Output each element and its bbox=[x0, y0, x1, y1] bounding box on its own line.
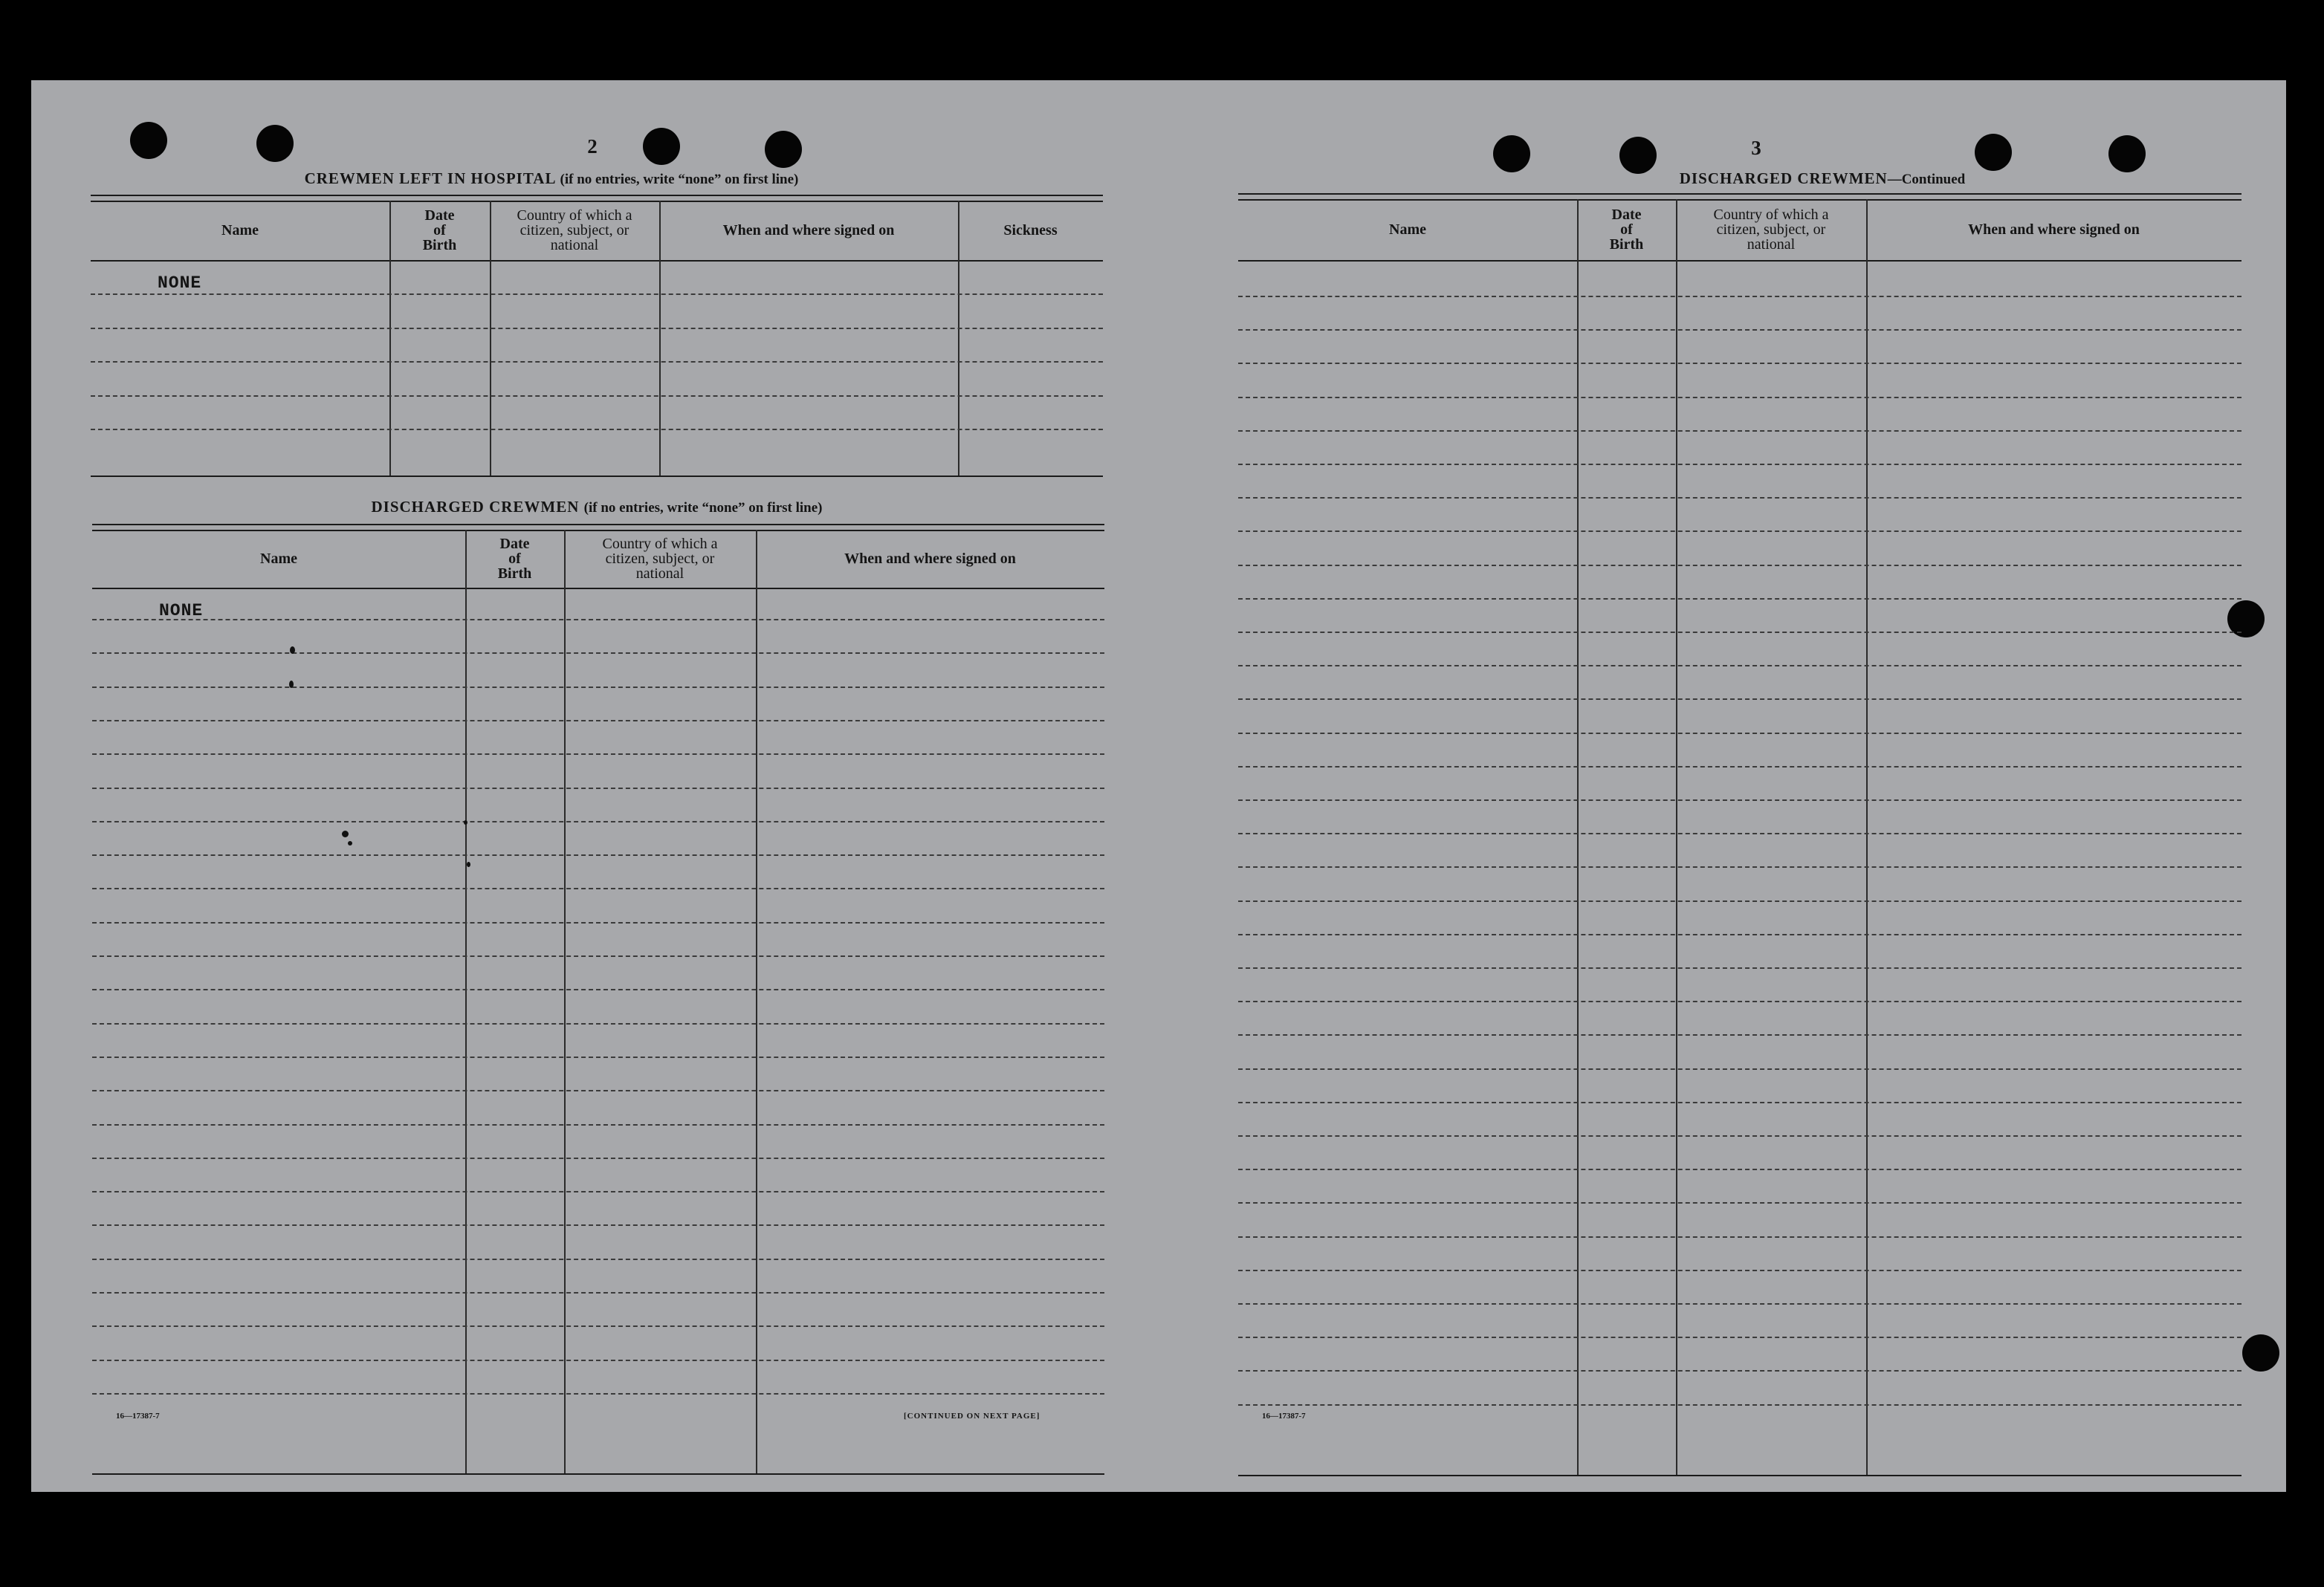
hospital-title-text: CREWMEN LEFT IN HOSPITAL bbox=[304, 169, 556, 187]
continued-note: [CONTINUED ON NEXT PAGE] bbox=[904, 1412, 1040, 1421]
ruled-line bbox=[91, 293, 1103, 295]
ruled-line bbox=[1238, 766, 2242, 767]
punch-hole bbox=[1493, 135, 1530, 172]
hospital-table bbox=[91, 195, 1103, 478]
column-header: Country of which a citizen, subject, or national bbox=[517, 207, 632, 253]
ruled-line bbox=[91, 429, 1103, 430]
ruled-line bbox=[1238, 397, 2242, 398]
right-page bbox=[1161, 80, 2286, 1492]
ruled-line bbox=[92, 720, 1104, 721]
ruled-line bbox=[1238, 934, 2242, 935]
column-divider bbox=[465, 530, 467, 1473]
ruled-line bbox=[92, 888, 1104, 889]
column-header: Country of which a citizen, subject, or national bbox=[1713, 207, 1829, 253]
header-rule bbox=[92, 588, 1104, 589]
hospital-instruction: (if no entries, write “none” on first line) bbox=[560, 172, 799, 187]
ink-speck bbox=[342, 831, 349, 837]
ruled-line bbox=[1238, 799, 2242, 801]
ruled-line bbox=[92, 687, 1104, 688]
ruled-line bbox=[1238, 1236, 2242, 1238]
manifest-sheet bbox=[31, 80, 2286, 1492]
ruled-line bbox=[1238, 598, 2242, 600]
ruled-line bbox=[1238, 430, 2242, 432]
page-number: 2 bbox=[587, 135, 598, 158]
ruled-line bbox=[92, 1325, 1104, 1327]
discharged-table bbox=[92, 524, 1104, 1476]
punch-hole bbox=[643, 128, 680, 165]
ink-speck bbox=[348, 841, 352, 846]
ruled-line bbox=[1238, 665, 2242, 666]
ruled-line bbox=[1238, 1135, 2242, 1137]
column-header: Date of Birth bbox=[497, 536, 532, 582]
ruled-line bbox=[92, 955, 1104, 957]
form-code: 16—17387-7 bbox=[1262, 1412, 1306, 1421]
ink-speck bbox=[464, 820, 467, 825]
column-header: Name bbox=[260, 551, 297, 567]
table-bottom-rule bbox=[1238, 1475, 2242, 1476]
ruled-line bbox=[92, 922, 1104, 924]
ruled-line bbox=[1238, 967, 2242, 969]
column-header: Date of Birth bbox=[422, 207, 457, 253]
discharged-continued-title bbox=[1562, 169, 2082, 188]
ruled-line bbox=[1238, 1270, 2242, 1271]
name-entry: NONE bbox=[158, 273, 202, 293]
column-header: Name bbox=[1389, 221, 1426, 238]
ruled-line bbox=[92, 821, 1104, 822]
ruled-line bbox=[92, 1224, 1104, 1226]
ruled-line bbox=[92, 788, 1104, 789]
header-rule bbox=[1238, 260, 2242, 262]
discharged-instruction: (if no entries, write “none” on first line) bbox=[583, 500, 823, 516]
ink-speck bbox=[289, 681, 294, 688]
column-header: When and where signed on bbox=[844, 551, 1016, 567]
discharged-continued-title-text: DISCHARGED CREWMEN bbox=[1679, 169, 1888, 187]
ink-speck bbox=[467, 862, 470, 867]
continued-suffix: —Continued bbox=[1887, 172, 1966, 187]
ruled-line bbox=[1238, 464, 2242, 465]
left-page bbox=[31, 80, 1161, 1492]
punch-hole bbox=[2108, 135, 2146, 172]
column-header: When and where signed on bbox=[722, 222, 895, 238]
ruled-line bbox=[1238, 698, 2242, 700]
ruled-line bbox=[1238, 530, 2242, 532]
ruled-line bbox=[92, 854, 1104, 856]
column-divider bbox=[756, 530, 757, 1473]
ruled-line bbox=[92, 753, 1104, 755]
ruled-line bbox=[1238, 1001, 2242, 1002]
ruled-line bbox=[1238, 1404, 2242, 1406]
ruled-line bbox=[1238, 900, 2242, 902]
ruled-line bbox=[91, 328, 1103, 329]
ruled-line bbox=[1238, 1102, 2242, 1103]
ruled-line bbox=[1238, 866, 2242, 868]
ruled-line bbox=[92, 1259, 1104, 1260]
ruled-line bbox=[1238, 733, 2242, 734]
ruled-line bbox=[92, 1124, 1104, 1126]
punch-hole bbox=[130, 122, 167, 159]
ruled-line bbox=[1238, 1303, 2242, 1305]
ruled-line bbox=[1238, 632, 2242, 633]
ruled-line bbox=[1238, 1202, 2242, 1204]
column-header: Name bbox=[221, 222, 259, 238]
ruled-line bbox=[92, 1090, 1104, 1091]
ruled-line bbox=[92, 1023, 1104, 1025]
punch-hole bbox=[2242, 1334, 2279, 1372]
ruled-line bbox=[1238, 363, 2242, 364]
ruled-line bbox=[1238, 296, 2242, 297]
ruled-line bbox=[91, 395, 1103, 397]
table-bottom-rule bbox=[91, 476, 1103, 477]
ruled-line bbox=[1238, 833, 2242, 834]
column-divider bbox=[564, 530, 566, 1473]
form-code: 16—17387-7 bbox=[116, 1412, 160, 1421]
ruled-line bbox=[1238, 1337, 2242, 1338]
column-header: Country of which a citizen, subject, or national bbox=[602, 536, 718, 582]
discharged-section-title bbox=[91, 498, 1103, 516]
name-entry: NONE bbox=[159, 601, 204, 620]
ruled-line bbox=[92, 619, 1104, 620]
ruled-line bbox=[1238, 329, 2242, 331]
ruled-line bbox=[92, 1158, 1104, 1159]
ruled-line bbox=[1238, 497, 2242, 499]
ruled-line bbox=[92, 1393, 1104, 1395]
ruled-line bbox=[1238, 1370, 2242, 1372]
column-header: Date of Birth bbox=[1609, 207, 1644, 253]
header-rule bbox=[91, 260, 1103, 262]
hospital-section-title bbox=[91, 169, 1012, 188]
ruled-line bbox=[92, 1191, 1104, 1192]
punch-hole bbox=[1619, 137, 1657, 174]
ruled-line bbox=[92, 989, 1104, 990]
table-bottom-rule bbox=[92, 1473, 1104, 1475]
ruled-line bbox=[91, 361, 1103, 363]
ruled-line bbox=[92, 1360, 1104, 1361]
discharged-title-text: DISCHARGED CREWMEN bbox=[371, 498, 580, 516]
ruled-line bbox=[1238, 1169, 2242, 1170]
ruled-line bbox=[1238, 565, 2242, 566]
page-number: 3 bbox=[1751, 137, 1761, 159]
discharged-continued-table bbox=[1238, 193, 2242, 1479]
ruled-line bbox=[92, 652, 1104, 654]
column-divider bbox=[1676, 199, 1677, 1475]
ruled-line bbox=[1238, 1068, 2242, 1070]
column-divider bbox=[1866, 199, 1868, 1475]
punch-hole bbox=[765, 131, 802, 168]
ink-speck bbox=[290, 646, 295, 654]
punch-hole bbox=[256, 125, 294, 162]
ruled-line bbox=[1238, 1034, 2242, 1036]
ruled-line bbox=[92, 1292, 1104, 1294]
column-header: When and where signed on bbox=[1968, 221, 2140, 238]
column-divider bbox=[1577, 199, 1579, 1475]
column-header: Sickness bbox=[1003, 222, 1058, 238]
punch-hole bbox=[1975, 134, 2012, 171]
ruled-line bbox=[92, 1057, 1104, 1058]
